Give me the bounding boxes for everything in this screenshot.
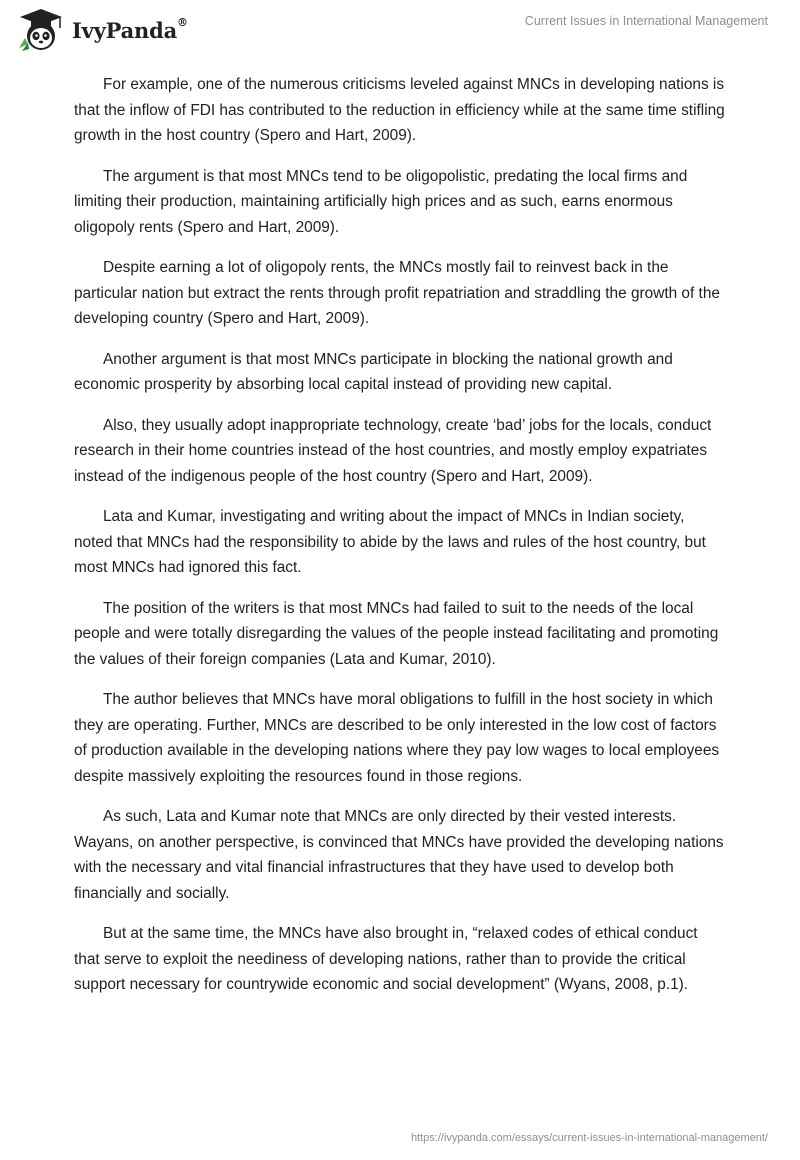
page-header	[0, 0, 800, 64]
paragraph: Lata and Kumar, investigating and writing about the impact of MNCs in Indian society, noted that MNCs had the responsibility to abide by the laws and rules of the host country, but most MNCs had ignored this fact.	[74, 508, 706, 576]
paragraph: But at the same time, the MNCs have also brought in, “relaxed codes of ethical conduct that serve to exploit the neediness of developing nations, rather than to provide the critical support necessary for countrywide economic and social development” (Wyans, 2008, p.1).	[74, 925, 698, 993]
source-url-link[interactable]: https://ivypanda.com/essays/current-issues-in-international-management/	[410, 1132, 768, 1144]
panda-logo-icon	[16, 8, 66, 52]
paragraph: Despite earning a lot of oligopoly rents, the MNCs mostly fail to reinvest back in the particular nation but extract the rents through profit repatriation and straddling the growth of the developing country (Spero and Hart, 2009).	[74, 259, 720, 327]
paragraph: The author believes that MNCs have moral obligations to fulfill in the host society in which they are operating. Further, MNCs are described to be only interested in the low cost of factors of production available in the developing nations where they pay low wages to local employees despite massively exploiting the resources found in those regions.	[74, 691, 720, 785]
paragraph: As such, Lata and Kumar note that MNCs are only directed by their vested interests. Wayans, on another perspective, is convinced that MNCs have provided the developing nations with the necessary and vital financial infrastructures that they have used to develop both financially and socially.	[74, 808, 724, 902]
document-title: Current Issues in International Management	[524, 14, 768, 28]
paragraph: The argument is that most MNCs tend to be oligopolistic, predating the local firms and limiting their production, maintaining artificially high prices and as such, earns enormous oligopoly rents (Spero and Hart, 2009).	[74, 167, 688, 236]
paragraph: Another argument is that most MNCs participate in blocking the national growth and economic prosperity by absorbing local capital instead of providing new capital.	[74, 350, 673, 393]
paragraph: Also, they usually adopt inappropriate technology, create ‘bad’ jobs for the locals, conduct research in their home countries instead of the host countries, and mostly employ expatriates instead of the indigenous people of the host country (Spero and Hart, 2009).	[74, 416, 712, 485]
brand-logo[interactable]	[16, 8, 188, 52]
essay-body	[74, 72, 726, 1013]
brand-name: IvyPanda®	[72, 15, 188, 43]
paragraph: For example, one of the numerous criticisms leveled against MNCs in developing nations is that the inflow of FDI has contributed to the reduction in efficiency while at the same time stifling growth in the host country (Spero and Hart, 2009).	[74, 76, 725, 144]
paragraph: The position of the writers is that most MNCs had failed to suit to the needs of the local people and were totally disregarding the values of the people instead facilitating and promoting the values of their foreign companies (Lata and Kumar, 2010).	[74, 599, 719, 668]
